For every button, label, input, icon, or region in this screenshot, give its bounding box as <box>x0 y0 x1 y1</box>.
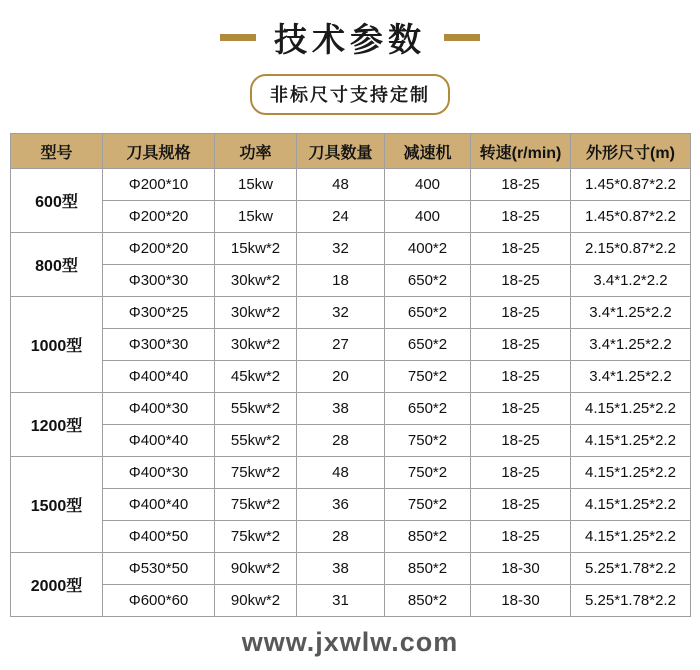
table-cell: Φ200*20 <box>103 233 215 265</box>
table-row <box>11 169 691 201</box>
table-cell: 30kw*2 <box>215 329 297 361</box>
table-cell: 4.15*1.25*2.2 <box>571 393 691 425</box>
table-cell: 90kw*2 <box>215 585 297 617</box>
model-cell: 600型 <box>11 169 103 233</box>
table-row <box>11 297 691 329</box>
table-cell: 75kw*2 <box>215 521 297 553</box>
table-cell: 750*2 <box>385 361 471 393</box>
table-cell: 4.15*1.25*2.2 <box>571 489 691 521</box>
table-cell: 400 <box>385 201 471 233</box>
table-cell: 18-25 <box>471 169 571 201</box>
table-row <box>11 233 691 265</box>
model-cell: 1500型 <box>11 457 103 553</box>
page-title: 技术参数 <box>274 21 426 58</box>
page-subtitle: 非标尺寸支持定制 <box>250 74 450 115</box>
table-cell: 48 <box>297 457 385 489</box>
table-cell: Φ300*25 <box>103 297 215 329</box>
table-cell: 55kw*2 <box>215 393 297 425</box>
table-cell: 18-25 <box>471 361 571 393</box>
table-cell: 1.45*0.87*2.2 <box>571 169 691 201</box>
table-cell: 850*2 <box>385 521 471 553</box>
table-cell: 90kw*2 <box>215 553 297 585</box>
table-cell: Φ300*30 <box>103 329 215 361</box>
table-cell: 4.15*1.25*2.2 <box>571 457 691 489</box>
column-header: 型号 <box>11 134 103 169</box>
table-cell: 75kw*2 <box>215 489 297 521</box>
table-row <box>11 265 691 297</box>
table-cell: 32 <box>297 233 385 265</box>
table-cell: 850*2 <box>385 585 471 617</box>
table-cell: 15kw <box>215 169 297 201</box>
table-cell: Φ400*40 <box>103 361 215 393</box>
table-cell: 28 <box>297 521 385 553</box>
table-cell: 18-25 <box>471 393 571 425</box>
table-cell: 18-30 <box>471 553 571 585</box>
table-cell: 18-25 <box>471 329 571 361</box>
column-header: 减速机 <box>385 134 471 169</box>
model-cell: 800型 <box>11 233 103 297</box>
table-cell: 38 <box>297 553 385 585</box>
table-cell: Φ200*10 <box>103 169 215 201</box>
table-cell: 650*2 <box>385 329 471 361</box>
table-cell: 36 <box>297 489 385 521</box>
table-row <box>11 393 691 425</box>
table-cell: 75kw*2 <box>215 457 297 489</box>
table-cell: 18-25 <box>471 457 571 489</box>
spec-table <box>10 133 691 617</box>
table-row <box>11 489 691 521</box>
table-row <box>11 361 691 393</box>
table-cell: 18-25 <box>471 521 571 553</box>
table-cell: Φ530*50 <box>103 553 215 585</box>
table-cell: 400 <box>385 169 471 201</box>
model-cell: 1000型 <box>11 297 103 393</box>
table-row <box>11 425 691 457</box>
table-cell: 18-25 <box>471 233 571 265</box>
watermark: www.jxwlw.com <box>241 627 459 657</box>
table-cell: Φ200*20 <box>103 201 215 233</box>
table-cell: 4.15*1.25*2.2 <box>571 521 691 553</box>
table-cell: 3.4*1.25*2.2 <box>571 361 691 393</box>
model-cell: 1200型 <box>11 393 103 457</box>
column-header: 刀具规格 <box>103 134 215 169</box>
table-row <box>11 201 691 233</box>
table-cell: 31 <box>297 585 385 617</box>
table-cell: 45kw*2 <box>215 361 297 393</box>
table-cell: 18-25 <box>471 425 571 457</box>
table-cell: 3.4*1.2*2.2 <box>571 265 691 297</box>
title-row <box>0 14 700 61</box>
table-row <box>11 457 691 489</box>
spec-table-body <box>11 169 691 617</box>
table-cell: 750*2 <box>385 425 471 457</box>
table-cell: 18-25 <box>471 201 571 233</box>
table-cell: 30kw*2 <box>215 265 297 297</box>
table-cell: 20 <box>297 361 385 393</box>
table-cell: 750*2 <box>385 457 471 489</box>
title-dash-right <box>444 34 480 41</box>
table-cell: 55kw*2 <box>215 425 297 457</box>
column-header: 转速(r/min) <box>471 134 571 169</box>
table-cell: 3.4*1.25*2.2 <box>571 329 691 361</box>
table-cell: Φ400*50 <box>103 521 215 553</box>
table-cell: Φ400*30 <box>103 393 215 425</box>
table-cell: 28 <box>297 425 385 457</box>
table-cell: 5.25*1.78*2.2 <box>571 553 691 585</box>
table-cell: 850*2 <box>385 553 471 585</box>
column-header: 刀具数量 <box>297 134 385 169</box>
table-cell: 48 <box>297 169 385 201</box>
table-cell: 18-25 <box>471 265 571 297</box>
table-row <box>11 521 691 553</box>
table-cell: 24 <box>297 201 385 233</box>
table-cell: 3.4*1.25*2.2 <box>571 297 691 329</box>
table-cell: 650*2 <box>385 265 471 297</box>
model-cell: 2000型 <box>11 553 103 617</box>
subtitle-row <box>0 74 700 115</box>
page-header <box>0 0 700 115</box>
table-row <box>11 553 691 585</box>
table-cell: Φ400*30 <box>103 457 215 489</box>
table-cell: 32 <box>297 297 385 329</box>
column-header: 外形尺寸(m) <box>571 134 691 169</box>
table-cell: 4.15*1.25*2.2 <box>571 425 691 457</box>
table-cell: 2.15*0.87*2.2 <box>571 233 691 265</box>
table-cell: 27 <box>297 329 385 361</box>
table-cell: 18-25 <box>471 489 571 521</box>
table-cell: 18-25 <box>471 297 571 329</box>
table-cell: 650*2 <box>385 393 471 425</box>
column-header: 功率 <box>215 134 297 169</box>
title-dash-left <box>220 34 256 41</box>
spec-table-wrapper <box>10 133 690 617</box>
table-cell: 15kw*2 <box>215 233 297 265</box>
table-cell: 18 <box>297 265 385 297</box>
table-cell: 30kw*2 <box>215 297 297 329</box>
table-cell: 400*2 <box>385 233 471 265</box>
table-cell: Φ300*30 <box>103 265 215 297</box>
table-cell: Φ400*40 <box>103 425 215 457</box>
table-cell: 18-30 <box>471 585 571 617</box>
table-cell: 38 <box>297 393 385 425</box>
spec-table-head <box>11 134 691 169</box>
table-row <box>11 585 691 617</box>
table-cell: 650*2 <box>385 297 471 329</box>
table-row <box>11 329 691 361</box>
table-cell: 15kw <box>215 201 297 233</box>
table-cell: Φ400*40 <box>103 489 215 521</box>
table-header-row <box>11 134 691 169</box>
table-cell: 750*2 <box>385 489 471 521</box>
table-cell: Φ600*60 <box>103 585 215 617</box>
table-cell: 1.45*0.87*2.2 <box>571 201 691 233</box>
table-cell: 5.25*1.78*2.2 <box>571 585 691 617</box>
